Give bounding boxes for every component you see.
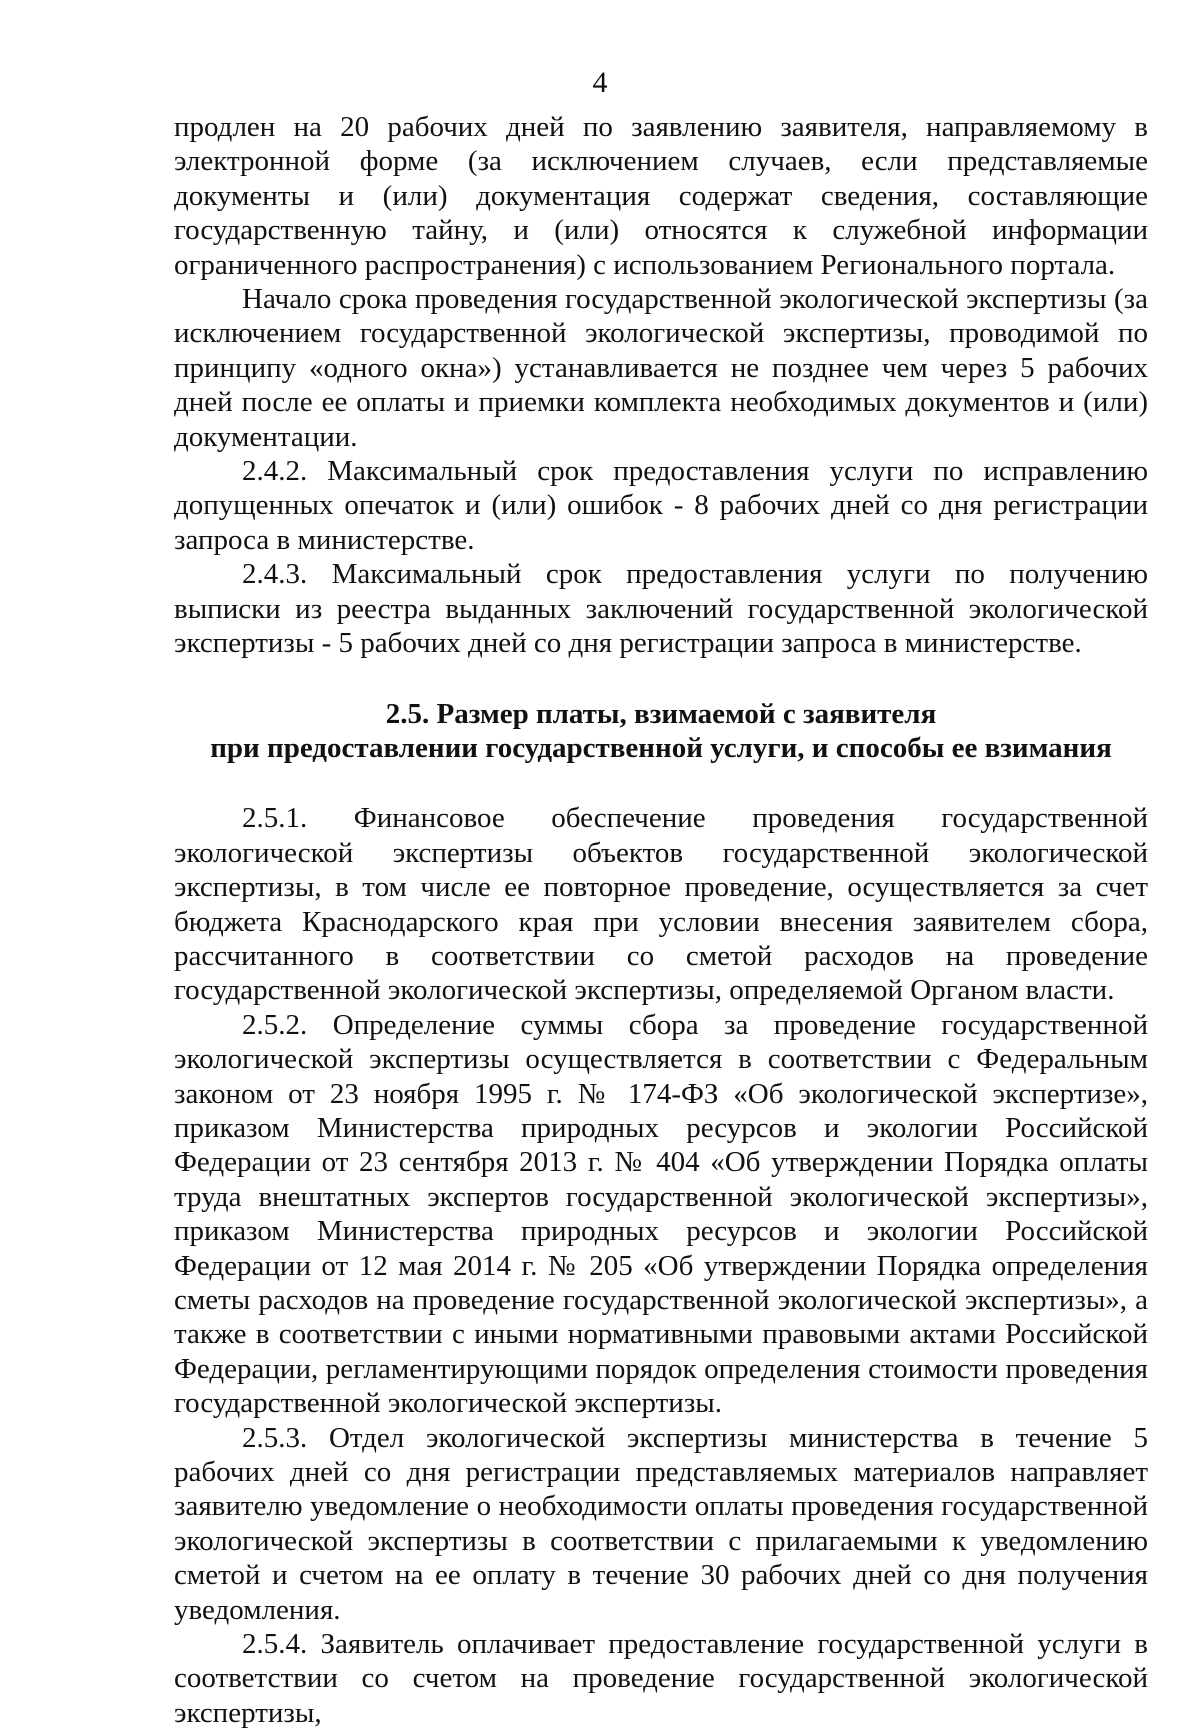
section-heading-line-2: при предоставлении государственной услуги, и способы ее взимания (210, 731, 1112, 764)
paragraph-2-5-4: 2.5.4. Заявитель оплачивает предоставление государственной услуги в соответствии со счетом на проведение государственной экологической экспертизы, (174, 1628, 1148, 1729)
section-heading-line-1: 2.5. Размер платы, взимаемой с заявителя (385, 697, 937, 730)
page-number: 4 (592, 66, 608, 99)
paragraph-2-4-3: 2.4.3. Максимальный срок предоставления услуги по получению выписки из реестра выданных заключений государственной экологической экспертизы - 5 рабочих дней со дня регистрации запроса в министерстве. (174, 558, 1148, 660)
document-body (174, 110, 1148, 1730)
paragraph-2-4-2: 2.4.2. Максимальный срок предоставления услуги по исправлению допущенных опечаток и (или) ошибок - 8 рабочих дней со дня регистрации запроса в министерстве. (174, 455, 1148, 556)
paragraph-2-5-3: 2.5.3. Отдел экологической экспертизы министерства в течение 5 рабочих дней со дня регистрации представляемых материалов направляет заявителю уведомление о необходимости оплаты проведения государственной экологической экспертизы в соответствии с прилагаемыми к уведомлению сметой и счетом на ее оплату в течение 30 рабочих дней со дня получения уведомления. (174, 1421, 1148, 1626)
paragraph-continuation: продлен на 20 рабочих дней по заявлению заявителя, направляемому в электронной форме (за исключением случаев, если представляемые документы и (или) документация содержат сведения, составляющие государственную тайну, и (или) относятся к служебной информации ограниченного распространения) с использованием Регионального портала. (174, 111, 1148, 281)
section-heading-2-5 (174, 697, 1148, 766)
paragraph-2-5-1: 2.5.1. Финансовое обеспечение проведения государственной экологической экспертизы объектов государственной экологической экспертизы, в том числе ее повторное проведение, осуществляется за счет бюджета Краснодарского края при условии внесения заявителем сбора, рассчитанного в соответствии со сметой расходов на проведение государственной экологической экспертизы, определяемой Органом власти. (174, 802, 1148, 1007)
paragraph-2-5-2: 2.5.2. Определение суммы сбора за проведение государственной экологической экспертизы осуществляется в соответствии с Федеральным законом от 23 ноября 1995 г. № 174-ФЗ «Об экологической экспертизе», приказом Министерства природных ресурсов и экологии Российской Федерации от 23 сентября 2013 г. № 404 «Об утверждении Порядка оплаты труда внештатных экспертов государственной экологической экспертизы», приказом Министерства природных ресурсов и экологии Российской Федерации от 12 мая 2014 г. № 205 «Об утверждении Порядка определения сметы расходов на проведение государственной экологической экспертизы», а также в соответствии с иными нормативными правовыми актами Российской Федерации, регламентирующими порядок определения стоимости проведения государственной экологической экспертизы. (174, 1008, 1148, 1420)
paragraph-start-date: Начало срока проведения государственной экологической экспертизы (за исключением государственной экологической экспертизы, проводимой по принципу «одного окна») устанавливается не позднее чем через 5 рабочих дней после ее оплаты и приемки комплекта необходимых документов и (или) документации. (174, 283, 1148, 453)
